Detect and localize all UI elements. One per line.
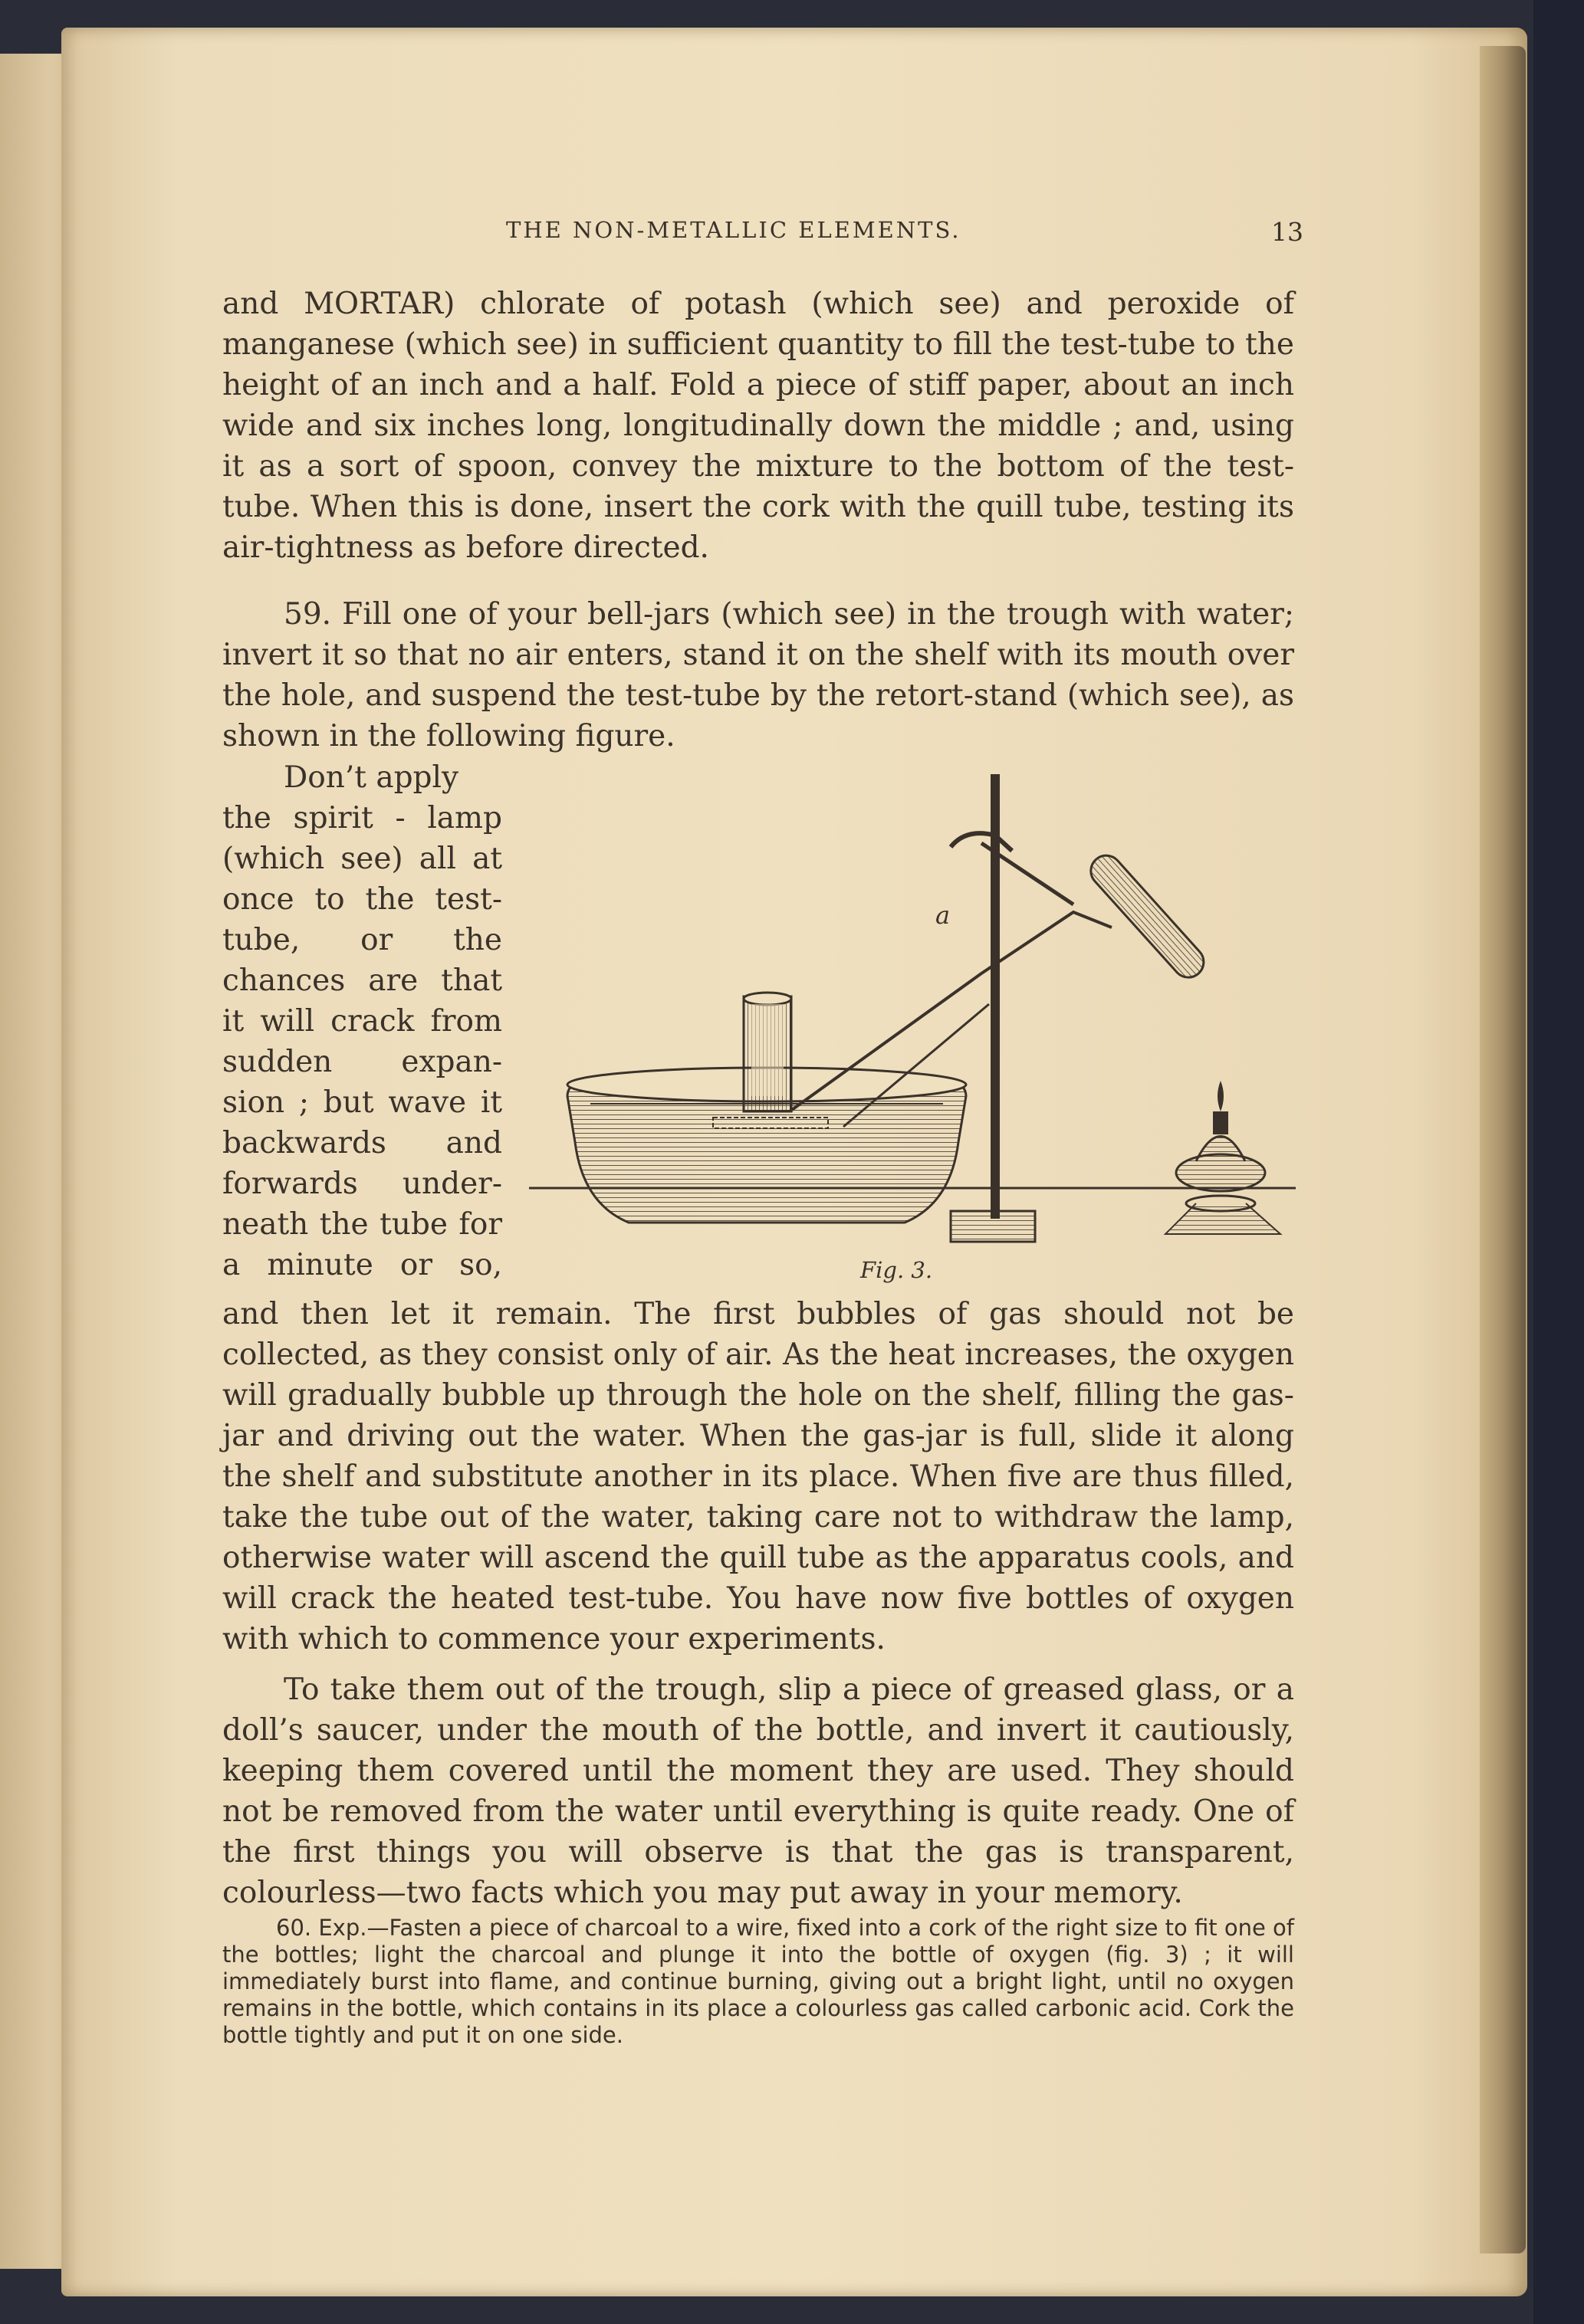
apparatus-figure — [521, 774, 1303, 1265]
paragraph-60-experiment: 60. Exp.—Fasten a piece of charcoal to a wire, fixed into a cork of the right size to fit one of the bottles; light the charcoal and plunge it into the bottle of oxygen (fig. 3) ; it will immediately burst into flame, and continue burning, giving out a bright light, until no oxygen remains in the bottle, which contains in its place a colourless gas called carbonic acid. Cork the bottle tightly and put it on one side. — [222, 1915, 1294, 2048]
wrap-line: it will crack from — [222, 1004, 502, 1039]
running-header — [506, 217, 1303, 247]
figure-caption: Fig. 3. — [860, 1257, 933, 1283]
paragraph-59: 59. Fill one of your bell-jars (which see) in the trough with water; invert it so that no air enters, stand it on the shelf with its mouth over the hole, and suspend the test-tube by the retort-stand (which see), as shown in the following figure. — [222, 597, 1294, 753]
paragraph-continuation: and then let it remain. The first bubbles of gas should not be collected, as they consist only of air. As the heat increases, the oxygen will gradually bubble up through the hole on the shelf, filling the gas-jar and driving out the water. When the gas-jar is full, slide it along the shelf and substitute another in its place. When five are thus filled, take the tube out of the water, taking care not to withdraw the lamp, otherwise water will ascend the quill tube as the apparatus cools, and will crack the heated test-tube. You have now five bottles of oxygen with which to commence your experiments. — [222, 1297, 1294, 1656]
paragraph-1: and MORTAR) chlorate of potash (which see) and peroxide of manganese (which see) in sufficient quantity to fill the test-tube to the height of an inch and a half. Fold a piece of stiff paper, about an inch wide and six inches long, longitudinally down the middle ; and, using it as a sort of spoon, convey the mixture to the bottom of the test-tube. When this is done, insert the cork with the quill tube, testing its air-tightness as before directed. — [222, 287, 1294, 565]
wrap-line: sion ; but wave it — [222, 1085, 502, 1120]
wrap-line: the spirit - lamp — [222, 801, 502, 835]
wrap-line: sudden expan- — [222, 1045, 502, 1079]
wrap-line: forwards under- — [222, 1167, 502, 1201]
wrap-line: once to the test- — [222, 882, 502, 917]
header-title: THE NON-METALLIC ELEMENTS. — [506, 217, 961, 243]
wrap-line: neath the tube for — [222, 1207, 502, 1242]
page-number: 13 — [1271, 217, 1303, 247]
wrap-line: Don’t apply — [284, 760, 459, 795]
wrap-line: (which see) all at — [222, 842, 502, 876]
wrap-line: a minute or so, — [222, 1248, 502, 1282]
paragraph-trough: To take them out of the trough, slip a piece of greased glass, or a doll’s saucer, under the mouth of the bottle, and invert it cautiously, keeping them covered until the moment they are used. They should not be removed from the water until everything is quite ready. One of the first things you will observe is that the gas is transparent, colourless—two facts which you may put away in your memory. — [222, 1672, 1294, 1910]
wrap-line: tube, or the — [222, 923, 502, 957]
page-stack-edge — [1480, 46, 1526, 2253]
wrap-line: backwards and — [222, 1126, 502, 1160]
wrapped-text-beside-figure — [222, 757, 502, 1285]
wrap-line: chances are that — [222, 963, 502, 998]
figure-label-a: a — [935, 901, 951, 930]
fig-3-illustration — [521, 774, 1303, 1265]
